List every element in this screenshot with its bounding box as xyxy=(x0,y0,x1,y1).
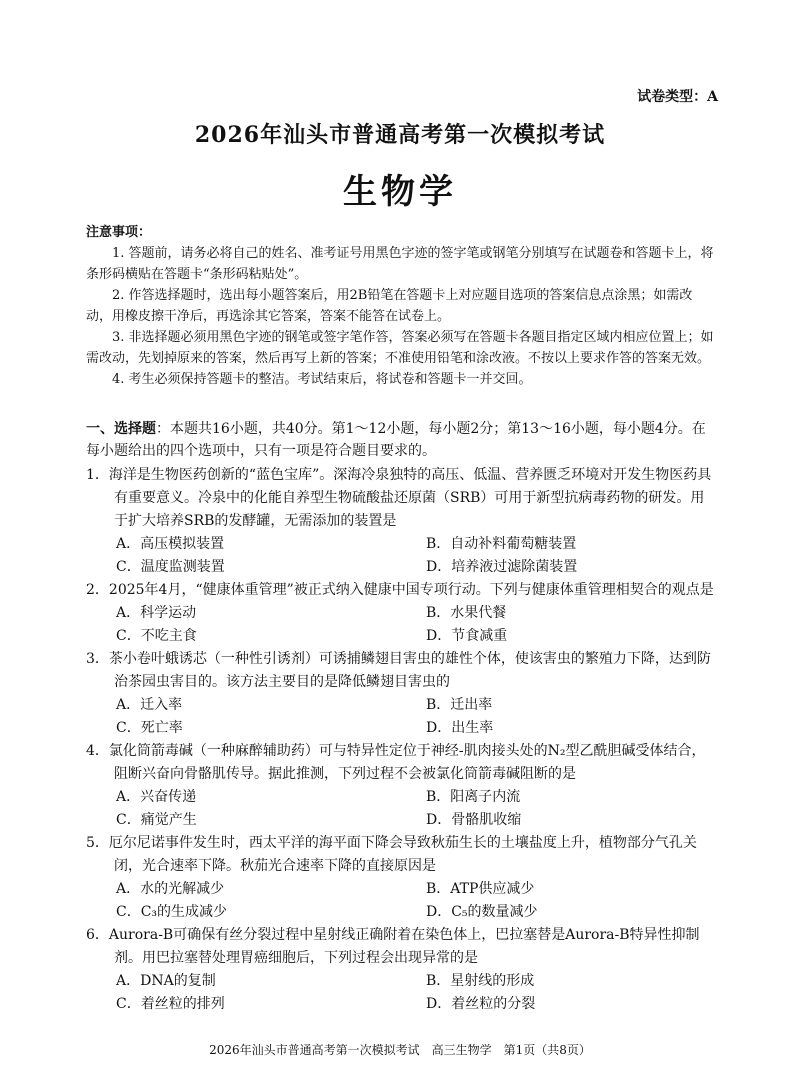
question-5 xyxy=(86,832,716,924)
notice-item-4: 4. 考生必须保持答题卡的整洁。考试结束后，将试卷和答题卡一并交回。 xyxy=(112,372,532,387)
option-d: D．出生率 xyxy=(426,720,494,736)
option-grid xyxy=(86,602,716,648)
section-heading xyxy=(86,418,716,462)
option-c: C．温度监测装置 xyxy=(116,559,225,575)
notice-heading: 注意事项： xyxy=(86,225,152,240)
option-d: D．C₅的数量减少 xyxy=(426,904,538,920)
question-stem: 1．海洋是生物医药创新的“蓝色宝库”。深海冷泉独特的高压、低温、营养匮乏环境对开发生物医药具有重要意义。冷泉中的化能自养型生物硫酸盐还原菌（SRB）可用于新型抗病毒药物的研发。用于扩大培养SRB的发酵罐，无需添加的装置是 xyxy=(86,467,712,529)
option-grid xyxy=(86,970,716,1016)
question-4 xyxy=(86,740,716,832)
option-grid xyxy=(86,786,716,832)
option-b: B．水果代餐 xyxy=(426,605,507,621)
question-2 xyxy=(86,579,716,648)
subject-title: 生物学 xyxy=(343,172,457,212)
option-d: D．骨骼肌收缩 xyxy=(426,812,522,828)
question-3 xyxy=(86,648,716,740)
section-label: 一、选择题 xyxy=(86,421,156,437)
question-6 xyxy=(86,924,716,1016)
option-b: B．迁出率 xyxy=(426,697,493,713)
option-c: C．C₃的生成减少 xyxy=(116,904,228,920)
exam-title: 2026年汕头市普通高考第一次模拟考试 xyxy=(194,122,606,148)
option-c: C．着丝粒的排列 xyxy=(116,996,225,1012)
option-b: B．自动补料葡萄糖装置 xyxy=(426,536,577,552)
section-instructions: ：本题共16小题，共40分。第1～12小题，每小题2分；第13～16小题，每小题4分。在每小题给出的四个选项中，只有一项是符合题目要求的。 xyxy=(86,421,706,459)
option-c: C．痛觉产生 xyxy=(116,812,197,828)
option-a: A．水的光解减少 xyxy=(116,881,225,897)
option-c: C．不吃主食 xyxy=(116,628,197,644)
notice-block xyxy=(86,222,716,390)
option-b: B．星射线的形成 xyxy=(426,973,535,989)
question-stem: 4．氯化筒箭毒碱（一种麻醉辅助药）可与特异性定位于神经-肌肉接头处的N₂型乙酰胆碱受体结合，阻断兴奋向骨骼肌传导。据此推测，下列过程不会被氯化筒箭毒碱阻断的是 xyxy=(86,743,706,782)
option-a: A．DNA的复制 xyxy=(116,973,216,989)
option-b: B．ATP供应减少 xyxy=(426,881,535,897)
notice-item-3: 3. 非选择题必须用黑色字迹的钢笔或签字笔作答，答案必须写在答题卡各题目指定区域内相应位置上；如需改动，先划掉原来的答案，然后再写上新的答案；不准使用铅笔和涂改液。不按以上要求作答的答案无效。 xyxy=(86,330,714,366)
question-1 xyxy=(86,464,716,579)
option-grid xyxy=(86,878,716,924)
option-a: A．迁入率 xyxy=(116,697,183,713)
question-stem: 5．厄尔尼诺事件发生时，西太平洋的海平面下降会导致秋茄生长的土壤盐度上升，植物部分气孔关闭，光合速率下降。秋茄光合速率下降的直接原因是 xyxy=(86,835,697,874)
option-grid xyxy=(86,533,716,579)
question-stem: 2．2025年4月，“健康体重管理”被正式纳入健康中国专项行动。下列与健康体重管理相契合的观点是 xyxy=(86,582,714,598)
option-a: A．高压模拟装置 xyxy=(116,536,225,552)
option-c: C．死亡率 xyxy=(116,720,183,736)
option-grid xyxy=(86,694,716,740)
notice-item-2: 2. 作答选择题时，选出每小题答案后，用2B铅笔在答题卡上对应题目选项的答案信息点涂黑；如需改动，用橡皮擦干净后，再选涂其它答案，答案不能答在试卷上。 xyxy=(86,288,693,324)
option-b: B．阳离子内流 xyxy=(426,789,521,805)
option-d: D．着丝粒的分裂 xyxy=(426,996,536,1012)
page-footer: 2026年汕头市普通高考第一次模拟考试 高三生物学 第1页（共8页） xyxy=(209,1043,591,1057)
option-d: D．节食减重 xyxy=(426,628,508,644)
question-list xyxy=(86,464,716,1016)
question-stem: 3．茶小卷叶蛾诱芯（一种性引诱剂）可诱捕鳞翅目害虫的雄性个体，使该害虫的繁殖力下降，达到防治茶园虫害目的。该方法主要目的是降低鳞翅目害虫的 xyxy=(86,651,711,690)
option-d: D．培养液过滤除菌装置 xyxy=(426,559,578,575)
option-a: A．兴奋传递 xyxy=(116,789,197,805)
option-a: A．科学运动 xyxy=(116,605,197,621)
paper-type-label: 试卷类型：A xyxy=(637,89,718,105)
question-stem: 6．Aurora-B可确保有丝分裂过程中星射线正确附着在染色体上，巴拉塞替是Aurora-B特异性抑制剂。用巴拉塞替处理胃癌细胞后，下列过程会出现异常的是 xyxy=(86,927,700,966)
notice-item-1: 1. 答题前，请务必将自己的姓名、准考证号用黑色字迹的签字笔或钢笔分别填写在试题卷和答题卡上，将条形码横贴在答题卡“条形码粘贴处”。 xyxy=(86,246,714,282)
